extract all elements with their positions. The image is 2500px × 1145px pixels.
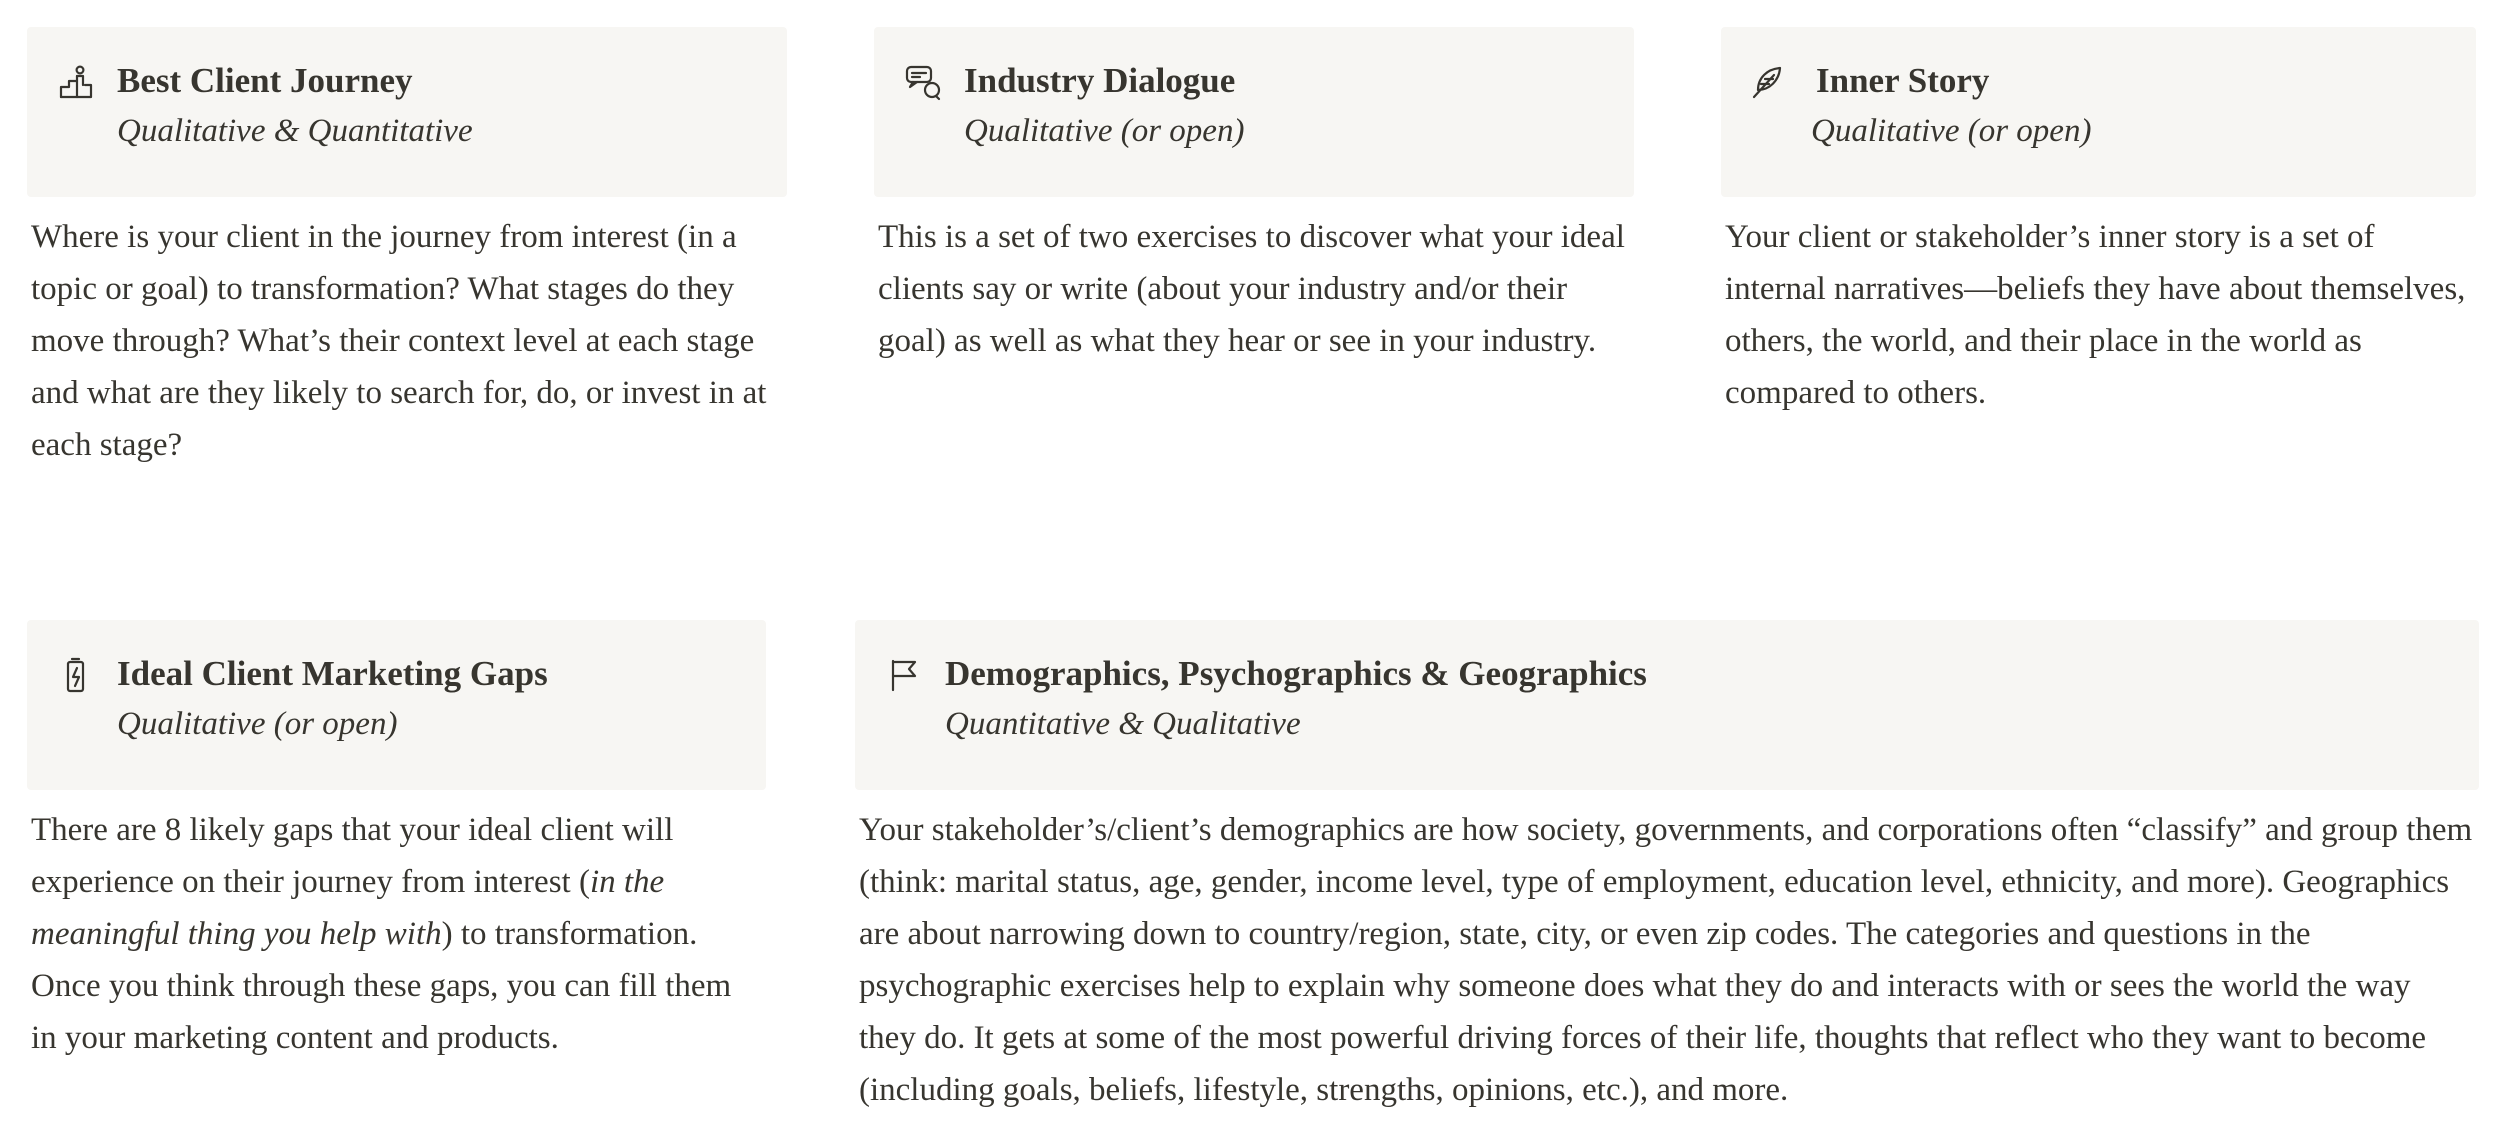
card-title: Industry Dialogue bbox=[964, 61, 1236, 100]
flag-icon bbox=[885, 656, 923, 694]
card-title: Demographics, Psychographics & Geographics bbox=[945, 654, 1647, 693]
card-description-text: There are 8 likely gaps that your ideal client will experience on their journey from interest ( bbox=[31, 812, 674, 900]
speech-bubbles-icon bbox=[904, 63, 942, 101]
card-header bbox=[1721, 27, 2476, 197]
card-description: This is a set of two exercises to discover what your ideal clients say or write (about your industry and/or their goal) as well as what they hear or see in your industry. bbox=[878, 219, 1625, 359]
card-description: Where is your client in the journey from interest (in a topic or goal) to transformation? What stages do they move through? What’s their context level at each stage and what are they likely to search for, do, or invest in at each stage? bbox=[31, 219, 767, 463]
card-description: Your client or stakeholder’s inner story is a set of internal narratives—beliefs they have about themselves, others, the world, and their place in the world as compared to others. bbox=[1725, 219, 2466, 411]
card-description: Your stakeholder’s/client’s demographics are how society, governments, and corporations often “classify” and group them (think: marital status, age, gender, income level, type of employment, education level, ethnicity, and more). Geographics are about narrowing down to country/region, state, city, or even zip codes. The categories and questions in the psychographic exercises help to explain why someone does what they do and interacts with or sees the world the way they do. It gets at some of the most powerful driving forces of their life, thoughts that reflect who they want to become (including goals, beliefs, lifestyle, strengths, opinions, etc.), and more. bbox=[859, 812, 2473, 1108]
card-subtitle: Qualitative & Quantitative bbox=[117, 113, 473, 149]
card-header bbox=[855, 620, 2479, 790]
card-demographics-psychographics-geographics[interactable] bbox=[855, 620, 2479, 1116]
card-title: Best Client Journey bbox=[117, 61, 413, 100]
card-inner-story[interactable] bbox=[1721, 27, 2476, 419]
card-subtitle: Qualitative (or open) bbox=[964, 113, 1245, 149]
card-subtitle: Qualitative (or open) bbox=[1811, 113, 2092, 149]
card-industry-dialogue[interactable] bbox=[874, 27, 1634, 367]
card-best-client-journey[interactable] bbox=[27, 27, 787, 471]
card-title: Inner Story bbox=[1816, 61, 1990, 100]
feather-icon bbox=[1749, 63, 1787, 101]
card-subtitle: Quantitative & Qualitative bbox=[945, 706, 1301, 742]
card-subtitle: Qualitative (or open) bbox=[117, 706, 398, 742]
card-header bbox=[874, 27, 1634, 197]
card-header bbox=[27, 27, 787, 197]
battery-icon bbox=[57, 656, 95, 694]
card-ideal-client-marketing-gaps[interactable] bbox=[27, 620, 766, 1064]
card-title: Ideal Client Marketing Gaps bbox=[117, 654, 548, 693]
card-header bbox=[27, 620, 766, 790]
person-stairs-icon bbox=[57, 63, 95, 101]
card-description-text: ) to transformation. Once you think through these gaps, you can fill them in your marketing content and products. bbox=[31, 916, 732, 1056]
card-description-emphasis: in the meaningful thing you help with bbox=[31, 864, 665, 952]
card-description bbox=[27, 790, 766, 1064]
